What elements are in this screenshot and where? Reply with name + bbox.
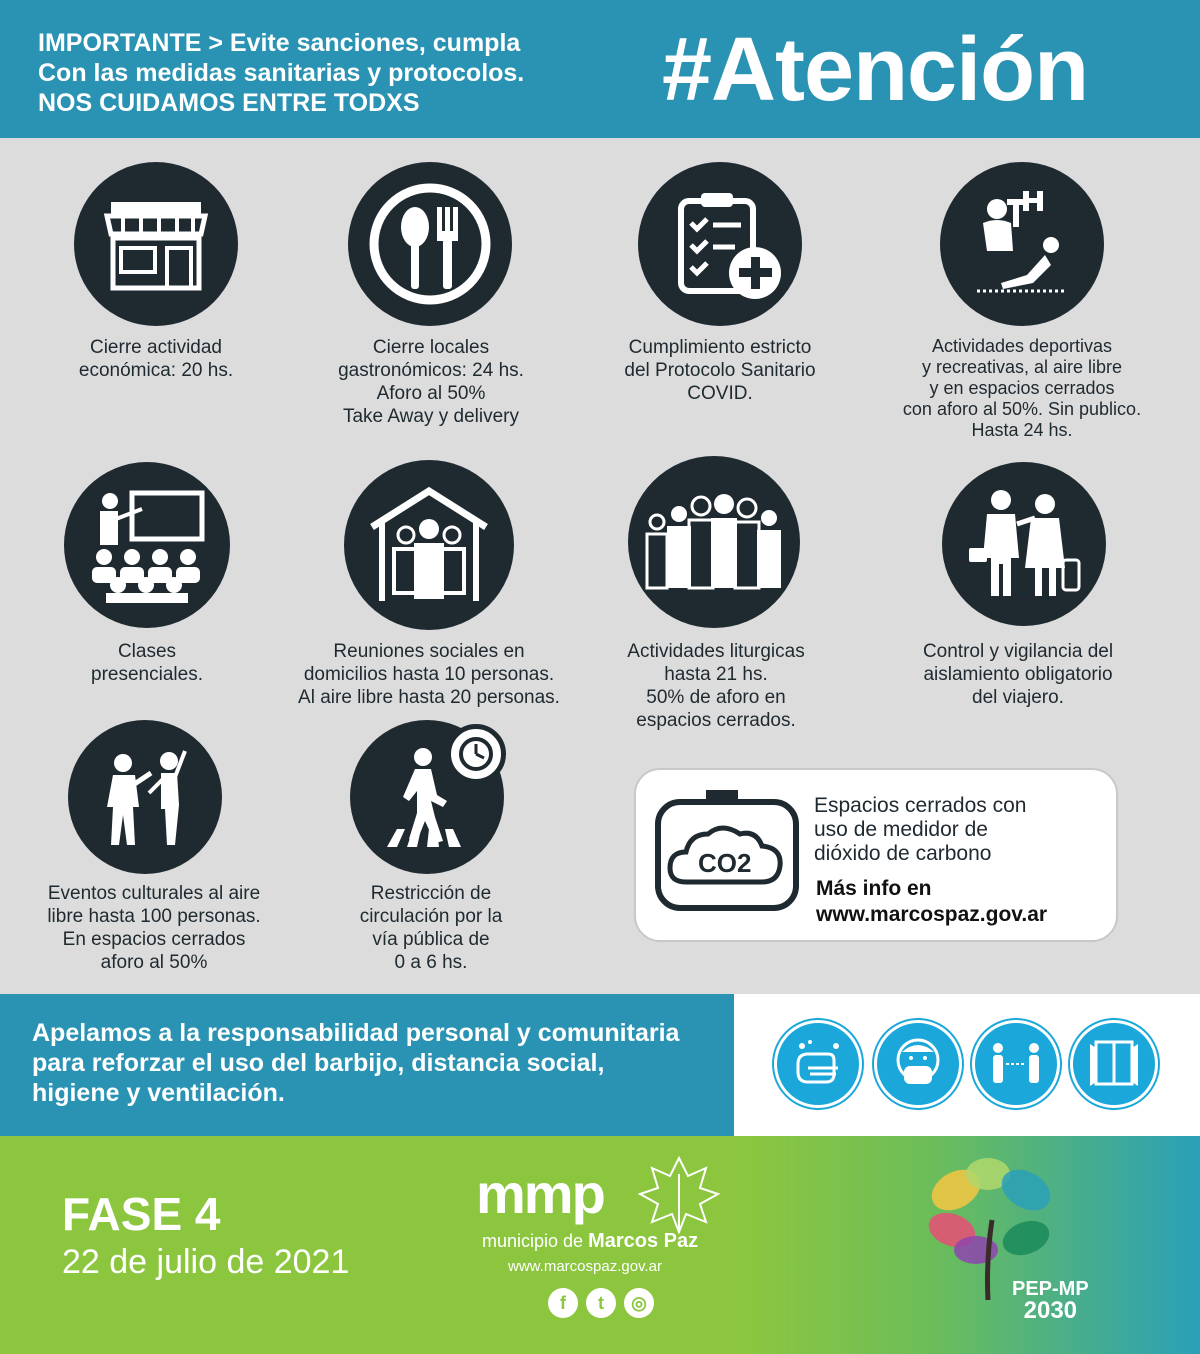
caption-protocol: [624, 336, 815, 405]
municipality-url[interactable]: www.marcospaz.gov.ar: [508, 1258, 662, 1275]
leaf-icon: [636, 1154, 722, 1234]
municipality-name: [482, 1230, 698, 1252]
caption-sports: [903, 336, 1141, 441]
appeal-banner: [0, 994, 734, 1136]
pep-year: 2030: [1023, 1297, 1078, 1324]
appeal-line: Apelamos a la responsabilidad personal y comunitaria: [32, 1019, 680, 1047]
footer: [0, 1136, 1200, 1354]
pep-label: [1012, 1278, 1089, 1322]
header-line-3: NOS CUIDAMOS ENTRE TODXS: [38, 89, 420, 117]
municipality-city: Marcos Paz: [588, 1230, 699, 1252]
co2-more-info: [816, 876, 1047, 928]
caption-line: domicilios hasta 10 personas.: [303, 664, 555, 685]
concert-icon: [68, 720, 222, 874]
sports-icon: [940, 162, 1104, 326]
co2-line: Espacios cerrados con: [814, 794, 1027, 817]
header-line-1: IMPORTANTE > Evite sanciones, cumpla: [38, 29, 521, 57]
caption-line: COVID.: [687, 383, 753, 404]
distance-icon: [972, 1020, 1060, 1108]
caption-classes: [91, 640, 203, 686]
house-people-icon: [344, 460, 514, 630]
traveler-control-icon: [942, 462, 1106, 626]
caption-line: Cierre locales: [372, 337, 490, 358]
header-banner: [0, 0, 1200, 138]
facebook-icon[interactable]: f: [548, 1288, 578, 1318]
caption-line: En espacios cerrados: [62, 929, 246, 950]
caption-line: vía pública de: [372, 929, 490, 950]
caption-liturgical: [627, 640, 804, 732]
mmp-logo: mmp: [476, 1162, 604, 1225]
caption-gastronomy: [338, 336, 524, 428]
caption-line: del Protocolo Sanitario: [624, 360, 816, 381]
municipality-prefix: municipio de: [482, 1231, 584, 1251]
caption-line: Cierre actividad: [89, 337, 222, 358]
more-info-label: Más info en: [816, 877, 932, 900]
appeal-line: higiene y ventilación.: [32, 1079, 285, 1107]
caption-circulation: [360, 882, 503, 974]
header-warning-text: [38, 28, 524, 118]
caption-line: con aforo al 50%. Sin publico.: [902, 399, 1142, 419]
caption-line: espacios cerrados.: [636, 710, 796, 731]
date-label: 22 de julio de 2021: [62, 1243, 350, 1281]
handwash-icon: [774, 1020, 862, 1108]
caption-line: Actividades deportivas: [931, 336, 1113, 356]
caption-store: [79, 336, 233, 382]
co2-description: [814, 794, 1026, 866]
caption-line: presenciales.: [91, 664, 203, 685]
co2-line: dióxido de carbono: [814, 842, 992, 865]
instagram-icon[interactable]: ◎: [624, 1288, 654, 1318]
clock-icon: [446, 724, 506, 784]
hygiene-icons-band: [734, 994, 1200, 1136]
more-info-url[interactable]: www.marcospaz.gov.ar: [816, 903, 1048, 926]
caption-line: circulación por la: [359, 906, 503, 927]
appeal-line: para reforzar el uso del barbijo, distancia social,: [32, 1049, 605, 1077]
co2-meter-icon: [652, 786, 802, 916]
caption-line: Control y vigilancia del: [922, 641, 1114, 662]
caption-line: 0 a 6 hs.: [394, 952, 468, 973]
caption-line: gastronómicos: 24 hs.: [338, 360, 524, 381]
classroom-icon: [64, 462, 230, 628]
clipboard-checklist-icon: [638, 162, 802, 326]
caption-line: hasta 21 hs.: [664, 664, 768, 685]
appeal-text: [32, 1018, 679, 1108]
mask-icon: [874, 1020, 962, 1108]
plate-cutlery-icon: [348, 162, 512, 326]
caption-line: económica: 20 hs.: [78, 360, 234, 381]
caption-line: Cumplimiento estricto: [628, 337, 812, 358]
caption-line: aforo al 50%: [100, 952, 208, 973]
caption-line: Reuniones sociales en: [333, 641, 525, 662]
header-line-2: Con las medidas sanitarias y protocolos.: [38, 59, 525, 87]
caption-line: del viajero.: [972, 687, 1064, 708]
pep-name: PEP-MP: [1012, 1278, 1089, 1300]
co2-line: uso de medidor de: [814, 818, 988, 841]
co2-meter-notice: [634, 768, 1118, 942]
caption-cultural-events: [47, 882, 260, 974]
caption-line: aislamiento obligatorio: [923, 664, 1113, 685]
caption-line: Hasta 24 hs.: [971, 420, 1073, 440]
caption-line: Actividades liturgicas: [627, 641, 805, 662]
caption-line: Al aire libre hasta 20 personas.: [298, 687, 560, 708]
caption-line: y recreativas, al aire libre: [921, 357, 1123, 377]
phase-label: FASE 4: [62, 1188, 221, 1240]
caption-social-meetings: [298, 640, 560, 709]
caption-traveler: [923, 640, 1113, 709]
caption-line: Clases: [117, 641, 177, 662]
store-icon: [74, 162, 238, 326]
crowd-icon: [628, 456, 800, 628]
caption-line: 50% de aforo en: [646, 687, 786, 708]
co2-label: CO2: [698, 848, 752, 878]
caption-line: libre hasta 100 personas.: [47, 906, 261, 927]
caption-line: y en espacios cerrados: [929, 378, 1115, 398]
hashtag-title: #Atención: [662, 20, 1089, 120]
ventilation-icon: [1070, 1020, 1158, 1108]
caption-line: Take Away y delivery: [342, 406, 519, 427]
caption-line: Restricción de: [370, 883, 492, 904]
caption-line: Aforo al 50%: [376, 383, 486, 404]
caption-line: Eventos culturales al aire: [47, 883, 261, 904]
twitter-icon[interactable]: t: [586, 1288, 616, 1318]
